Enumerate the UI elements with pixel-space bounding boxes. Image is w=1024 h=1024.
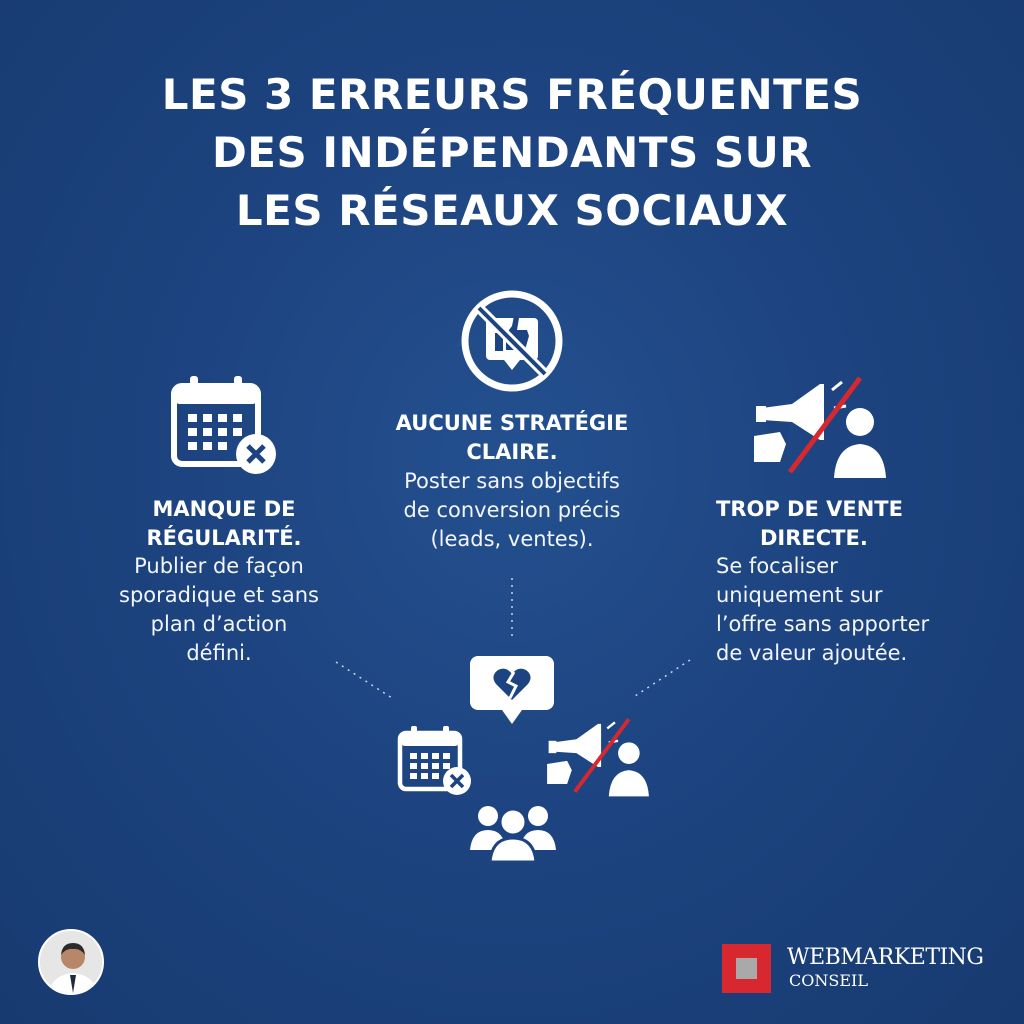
group-icon xyxy=(468,800,558,864)
connector-left xyxy=(336,662,392,698)
error-3-body-line-4: de valeur ajoutée. xyxy=(716,641,908,665)
error-2-body-line-1: Poster sans objectifs xyxy=(404,469,620,493)
error-3-body-line-3: l’offre sans apporter xyxy=(716,612,930,636)
error-2-heading-line-2: CLAIRE. xyxy=(466,440,558,464)
error-2-heading-line-1: AUCUNE STRATÉGIE xyxy=(395,411,629,435)
error-1-body-line-1: Publier de façon xyxy=(134,554,304,578)
brand-line-1: WEBMARKETING xyxy=(787,945,984,970)
calendar-x-icon-small xyxy=(397,724,477,798)
error-3-heading-line-1: TROP DE VENTE xyxy=(716,497,903,521)
error-3-heading-line-2: DIRECTE. xyxy=(760,526,868,550)
error-2-body-line-2: de conversion précis xyxy=(403,498,621,522)
broken-heart-bubble-icon xyxy=(470,656,554,728)
connector-right xyxy=(632,660,690,698)
avatar xyxy=(38,929,104,995)
error-2-body-line-3: (leads, ventes). xyxy=(430,527,594,551)
error-1-heading-line-2: RÉGULARITÉ. xyxy=(146,526,302,550)
brand-line-2: CONSEIL xyxy=(789,971,868,990)
error-3-body-line-2: uniquement sur xyxy=(716,583,883,607)
error-1-body-line-3: plan d’action xyxy=(150,612,288,636)
megaphone-crossed-icon-small xyxy=(544,716,652,798)
error-1-body-line-2: sporadique et sans xyxy=(119,583,319,607)
error-1-body-line-4: défini. xyxy=(186,641,252,665)
brand-logo-mark xyxy=(722,944,771,993)
title-line-1: LES 3 ERREURS FRÉQUENTES xyxy=(161,70,863,119)
brand-logo-text xyxy=(787,945,984,991)
title-line-2: DES INDÉPENDANTS SUR xyxy=(211,128,813,177)
error-3-body-line-1: Se focaliser xyxy=(716,554,838,578)
title-line-3: LES RÉSEAUX SOCIAUX xyxy=(235,186,789,235)
brand-logo-inner xyxy=(736,958,757,979)
error-1-heading-line-1: MANQUE DE xyxy=(152,497,296,521)
